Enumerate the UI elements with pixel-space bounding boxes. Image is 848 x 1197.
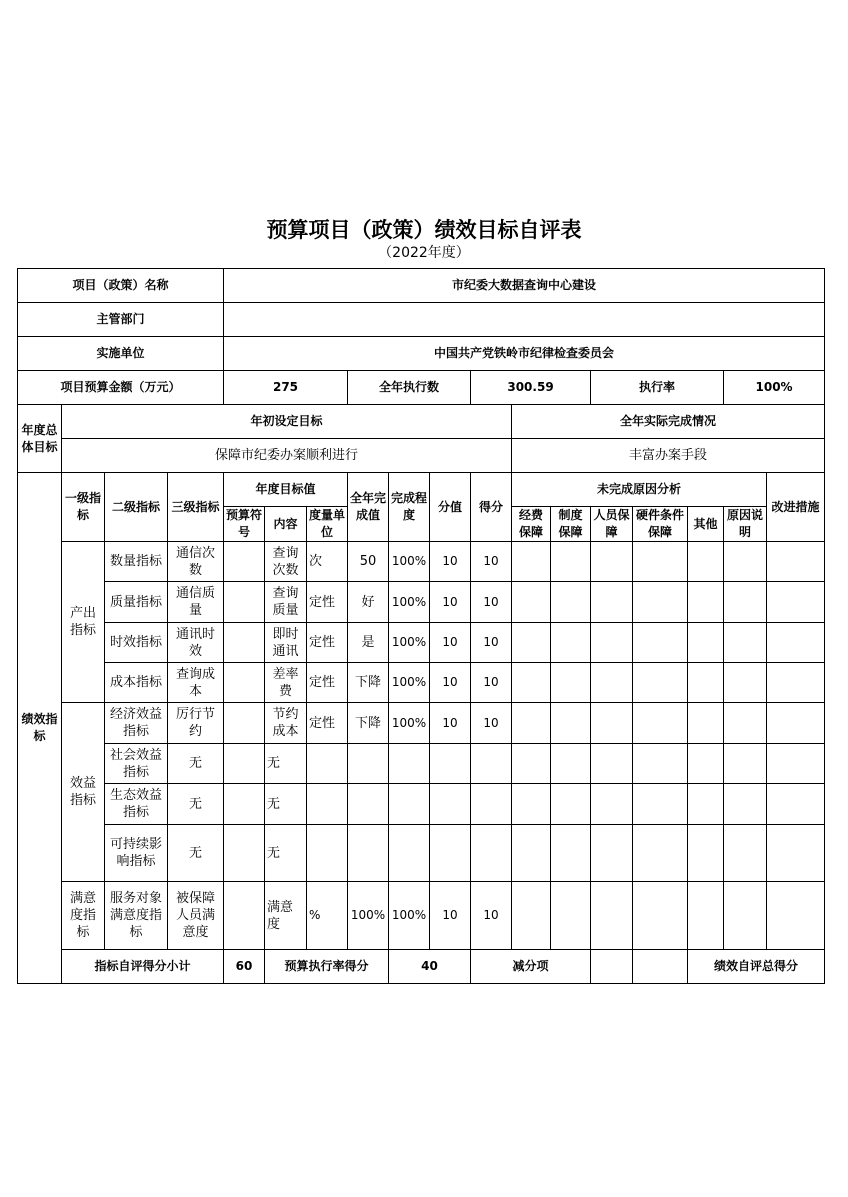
row-level2: 服务对象满意度指标	[105, 882, 168, 950]
row-reason-cell	[512, 882, 551, 950]
row-reason-cell	[591, 882, 633, 950]
group-benefit: 效益指标	[62, 703, 105, 882]
dept-label: 主管部门	[18, 303, 224, 337]
row-reason-cell	[724, 744, 767, 784]
header-reason-other: 其他	[688, 507, 724, 542]
row-level3: 通信质量	[168, 582, 224, 623]
row-content: 满意度	[265, 882, 307, 950]
row-reason-cell	[688, 744, 724, 784]
row-reason-cell	[633, 582, 688, 623]
row-got: 10	[471, 623, 512, 663]
row-completed: 100%	[348, 882, 389, 950]
header-completed: 全年完成值	[348, 473, 389, 542]
row-score: 10	[430, 882, 471, 950]
row-improve-cell	[767, 744, 825, 784]
row-level3: 无	[168, 825, 224, 882]
row-level3: 厉行节约	[168, 703, 224, 744]
row-level3: 通讯时效	[168, 623, 224, 663]
row-content: 无	[265, 825, 307, 882]
row-improve-cell	[767, 703, 825, 744]
row-completed: 下降	[348, 663, 389, 703]
row-reason-cell	[551, 784, 591, 825]
row-reason-cell	[591, 703, 633, 744]
row-reason-cell	[591, 744, 633, 784]
row-completed: 是	[348, 623, 389, 663]
header-reason: 未完成原因分析	[512, 473, 767, 507]
row-got: 10	[471, 882, 512, 950]
row-reason-cell	[688, 784, 724, 825]
row-improve-cell	[767, 784, 825, 825]
row-completed: 下降	[348, 703, 389, 744]
actual-goal-value: 丰富办案手段	[512, 439, 825, 473]
project-name-label: 项目（政策）名称	[18, 269, 224, 303]
row-reason-cell	[551, 744, 591, 784]
row-degree	[389, 744, 430, 784]
row-level3: 无	[168, 744, 224, 784]
header-symbol: 预算符号	[224, 507, 265, 542]
row-degree: 100%	[389, 623, 430, 663]
group-output: 产出指标	[62, 542, 105, 703]
exec-value: 300.59	[471, 371, 591, 405]
initial-goal-value: 保障市纪委办案顺利进行	[62, 439, 512, 473]
row-completed: 好	[348, 582, 389, 623]
row-score: 10	[430, 663, 471, 703]
deduct-value-1	[591, 950, 633, 984]
row-reason-cell	[551, 623, 591, 663]
row-reason-cell	[591, 623, 633, 663]
row-score: 10	[430, 703, 471, 744]
deduct-label: 减分项	[471, 950, 591, 984]
row-reason-cell	[512, 582, 551, 623]
row-reason-cell	[633, 623, 688, 663]
budget-value: 275	[224, 371, 348, 405]
row-level3: 被保障人员满意度	[168, 882, 224, 950]
row-completed: 50	[348, 542, 389, 582]
header-score: 分值	[430, 473, 471, 542]
row-improve-cell	[767, 663, 825, 703]
row-level2: 质量指标	[105, 582, 168, 623]
row-symbol	[224, 882, 265, 950]
row-degree	[389, 825, 430, 882]
row-content: 即时通讯	[265, 623, 307, 663]
row-reason-cell	[688, 663, 724, 703]
row-reason-cell	[633, 663, 688, 703]
row-reason-cell	[551, 882, 591, 950]
row-improve-cell	[767, 542, 825, 582]
row-unit	[307, 784, 348, 825]
subtotal-label: 指标自评得分小计	[62, 950, 224, 984]
row-reason-cell	[688, 582, 724, 623]
row-reason-cell	[551, 663, 591, 703]
unit-label: 实施单位	[18, 337, 224, 371]
row-reason-cell	[551, 542, 591, 582]
row-reason-cell	[512, 784, 551, 825]
row-reason-cell	[551, 703, 591, 744]
row-got: 10	[471, 542, 512, 582]
row-score	[430, 825, 471, 882]
row-degree: 100%	[389, 663, 430, 703]
row-level2: 经济效益指标	[105, 703, 168, 744]
header-unit: 度量单位	[307, 507, 348, 542]
row-level2: 生态效益指标	[105, 784, 168, 825]
row-got	[471, 744, 512, 784]
row-reason-cell	[688, 542, 724, 582]
row-reason-cell	[633, 542, 688, 582]
row-reason-cell	[724, 623, 767, 663]
header-reason-system: 制度保障	[551, 507, 591, 542]
row-reason-cell	[512, 825, 551, 882]
row-degree	[389, 784, 430, 825]
header-improve: 改进措施	[767, 473, 825, 542]
unit-value: 中国共产党铁岭市纪律检查委员会	[224, 337, 825, 371]
row-reason-cell	[724, 825, 767, 882]
row-level2: 成本指标	[105, 663, 168, 703]
evaluation-table	[17, 268, 825, 984]
row-content: 差率费	[265, 663, 307, 703]
row-symbol	[224, 825, 265, 882]
row-reason-cell	[512, 744, 551, 784]
row-reason-cell	[724, 582, 767, 623]
row-degree: 100%	[389, 542, 430, 582]
row-unit	[307, 825, 348, 882]
row-improve-cell	[767, 882, 825, 950]
row-level2: 可持续影响指标	[105, 825, 168, 882]
row-improve-cell	[767, 825, 825, 882]
exec-label: 全年执行数	[348, 371, 471, 405]
row-degree: 100%	[389, 703, 430, 744]
row-symbol	[224, 582, 265, 623]
row-level2: 数量指标	[105, 542, 168, 582]
row-reason-cell	[688, 623, 724, 663]
row-reason-cell	[551, 582, 591, 623]
row-content: 无	[265, 744, 307, 784]
header-content: 内容	[265, 507, 307, 542]
row-content: 节约成本	[265, 703, 307, 744]
perf-label: 绩效指标	[18, 473, 62, 984]
row-got: 10	[471, 582, 512, 623]
row-reason-cell	[688, 882, 724, 950]
row-reason-cell	[512, 542, 551, 582]
row-improve-cell	[767, 623, 825, 663]
row-score: 10	[430, 623, 471, 663]
budget-score-value: 40	[389, 950, 471, 984]
row-reason-cell	[633, 825, 688, 882]
row-got	[471, 784, 512, 825]
rate-label: 执行率	[591, 371, 724, 405]
actual-goal-label: 全年实际完成情况	[512, 405, 825, 439]
row-symbol	[224, 542, 265, 582]
row-reason-cell	[724, 542, 767, 582]
row-reason-cell	[551, 825, 591, 882]
row-level2: 社会效益指标	[105, 744, 168, 784]
row-symbol	[224, 663, 265, 703]
header-reason-staff: 人员保障	[591, 507, 633, 542]
row-reason-cell	[724, 703, 767, 744]
row-level3: 查询成本	[168, 663, 224, 703]
row-score: 10	[430, 542, 471, 582]
row-reason-cell	[591, 784, 633, 825]
row-got: 10	[471, 663, 512, 703]
header-level3: 三级指标	[168, 473, 224, 542]
row-improve-cell	[767, 582, 825, 623]
row-reason-cell	[512, 623, 551, 663]
row-unit: 定性	[307, 703, 348, 744]
page-subtitle: （2022年度）	[378, 245, 470, 261]
row-completed	[348, 784, 389, 825]
group-satisfaction: 满意度指标	[62, 882, 105, 950]
row-got	[471, 825, 512, 882]
row-reason-cell	[688, 825, 724, 882]
row-score	[430, 744, 471, 784]
row-reason-cell	[591, 542, 633, 582]
row-unit: 定性	[307, 663, 348, 703]
row-reason-cell	[724, 784, 767, 825]
row-level3: 通信次数	[168, 542, 224, 582]
row-reason-cell	[591, 825, 633, 882]
row-reason-cell	[633, 784, 688, 825]
budget-score-label: 预算执行率得分	[265, 950, 389, 984]
row-reason-cell	[633, 703, 688, 744]
row-reason-cell	[633, 744, 688, 784]
row-reason-cell	[688, 703, 724, 744]
row-symbol	[224, 744, 265, 784]
row-degree: 100%	[389, 882, 430, 950]
row-reason-cell	[512, 703, 551, 744]
row-content: 查询次数	[265, 542, 307, 582]
row-got: 10	[471, 703, 512, 744]
overall-goal-label: 年度总体目标	[18, 405, 62, 473]
row-reason-cell	[724, 663, 767, 703]
initial-goal-label: 年初设定目标	[62, 405, 512, 439]
header-annual-target: 年度目标值	[224, 473, 348, 507]
project-name-value: 市纪委大数据查询中心建设	[224, 269, 825, 303]
row-reason-cell	[512, 663, 551, 703]
header-reason-funds: 经费保障	[512, 507, 551, 542]
row-reason-cell	[724, 882, 767, 950]
row-level2: 时效指标	[105, 623, 168, 663]
row-unit: %	[307, 882, 348, 950]
row-content: 查询质量	[265, 582, 307, 623]
row-unit: 次	[307, 542, 348, 582]
budget-label: 项目预算金额（万元）	[18, 371, 224, 405]
row-unit	[307, 744, 348, 784]
header-level1: 一级指标	[62, 473, 105, 542]
row-score	[430, 784, 471, 825]
row-unit: 定性	[307, 623, 348, 663]
header-level2: 二级指标	[105, 473, 168, 542]
row-reason-cell	[633, 882, 688, 950]
page-title: 预算项目（政策）绩效目标自评表	[266, 217, 582, 242]
row-completed	[348, 825, 389, 882]
row-symbol	[224, 623, 265, 663]
row-degree: 100%	[389, 582, 430, 623]
total-label: 绩效自评总得分	[688, 950, 825, 984]
row-symbol	[224, 784, 265, 825]
rate-value: 100%	[724, 371, 825, 405]
row-level3: 无	[168, 784, 224, 825]
row-completed	[348, 744, 389, 784]
header-got: 得分	[471, 473, 512, 542]
header-reason-hardware: 硬件条件保障	[633, 507, 688, 542]
row-symbol	[224, 703, 265, 744]
row-unit: 定性	[307, 582, 348, 623]
header-reason-note: 原因说明	[724, 507, 767, 542]
dept-value	[224, 303, 825, 337]
row-score: 10	[430, 582, 471, 623]
deduct-value-2	[633, 950, 688, 984]
row-content: 无	[265, 784, 307, 825]
header-degree: 完成程度	[389, 473, 430, 542]
subtotal-value: 60	[224, 950, 265, 984]
row-reason-cell	[591, 663, 633, 703]
row-reason-cell	[591, 582, 633, 623]
